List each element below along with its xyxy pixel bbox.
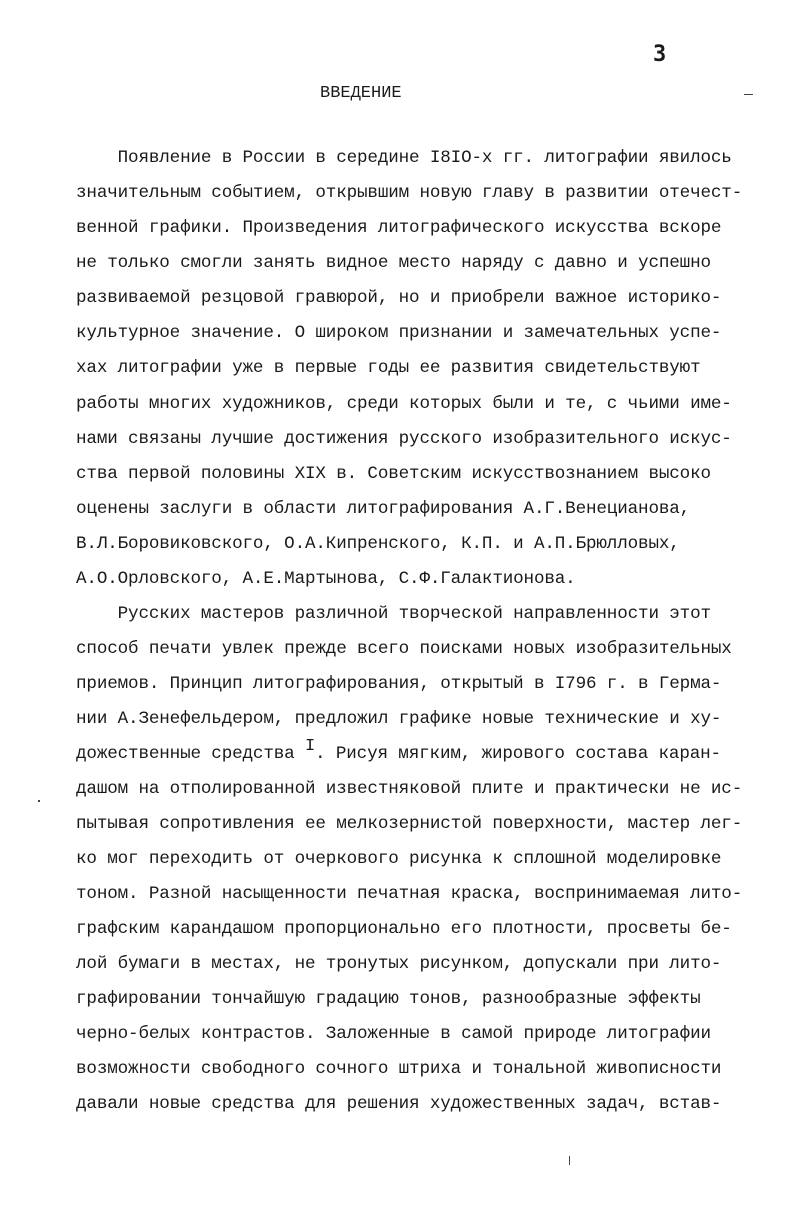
- page-number: 3: [653, 42, 667, 67]
- margin-tick: [569, 1156, 570, 1165]
- page-title: ВВЕДЕНИЕ: [320, 84, 402, 103]
- text-line: способ печати увлек прежде всего поисками новых изобразительных: [76, 639, 732, 659]
- text-line: хах литографии уже в первые годы ее развития свидетельствуют: [76, 358, 701, 378]
- text-line-with-footnote: [76, 737, 776, 765]
- text-line: работы многих художников, среди которых были и те, с чьими име-: [76, 394, 732, 414]
- text-line: приемов. Принцип литографирования, открытый в I796 г. в Герма-: [76, 674, 722, 694]
- text-line: лой бумаги в местах, не тронутых рисунком, допускали при лито-: [76, 954, 722, 974]
- text-line: ко мог переходить от очеркового рисунка к сплошной моделировке: [76, 849, 722, 869]
- text-line: ства первой половины XIX в. Советским искусствознанием высоко: [76, 464, 711, 484]
- text-line: значительным событием, открывшим новую главу в развитии отечест-: [76, 183, 743, 203]
- text-line: В.Л.Боровиковского, О.А.Кипренского, К.П. и А.П.Брюлловых,: [76, 534, 680, 554]
- text-line: не только смогли занять видное место наряду с давно и успешно: [76, 253, 711, 273]
- text-line: возможности свободного сочного штриха и тональной живописности: [76, 1059, 722, 1079]
- text-line: развиваемой резцовой гравюрой, но и приобрели важное историко-: [76, 288, 722, 308]
- text-line: нии А.Зенефельдером, предложил графике новые технические и ху-: [76, 709, 722, 729]
- text-line: графировании тончайшую градацию тонов, разнообразные эффекты: [76, 989, 701, 1009]
- margin-dot: [38, 800, 40, 802]
- text-line: Русских мастеров различной творческой направленности этот: [76, 604, 711, 624]
- text-line: графским карандашом пропорционально его плотности, просветы бе-: [76, 919, 732, 939]
- text-segment: . Рисуя мягким, жирового состава каран-: [315, 744, 721, 764]
- text-line: культурное значение. О широком признании и замечательных успе-: [76, 323, 722, 343]
- text-line: пытывая сопротивления ее мелкозернистой поверхности, мастер лег-: [76, 814, 743, 834]
- margin-dash: [744, 94, 753, 95]
- footnote-marker: I: [304, 737, 316, 756]
- text-line: венной графики. Произведения литографического искусства вскоре: [76, 218, 722, 238]
- text-line: А.О.Орловского, А.Е.Мартынова, С.Ф.Галактионова.: [76, 569, 576, 589]
- text-line: тоном. Разной насыщенности печатная краска, воспринимаемая лито-: [76, 884, 743, 904]
- text-line: давали новые средства для решения художественных задач, встав-: [76, 1094, 722, 1114]
- text-line: дашом на отполированной известняковой плите и практически не ис-: [76, 779, 743, 799]
- text-line: черно-белых контрастов. Заложенные в самой природе литографии: [76, 1024, 711, 1044]
- text-line: нами связаны лучшие достижения русского изобразительного искус-: [76, 429, 732, 449]
- text-segment: дожественные средства: [76, 744, 305, 764]
- text-line: оценены заслуги в области литографирования А.Г.Венецианова,: [76, 499, 691, 519]
- text-line: Появление в России в середине I8IO-х гг. литографии явилось: [76, 148, 732, 168]
